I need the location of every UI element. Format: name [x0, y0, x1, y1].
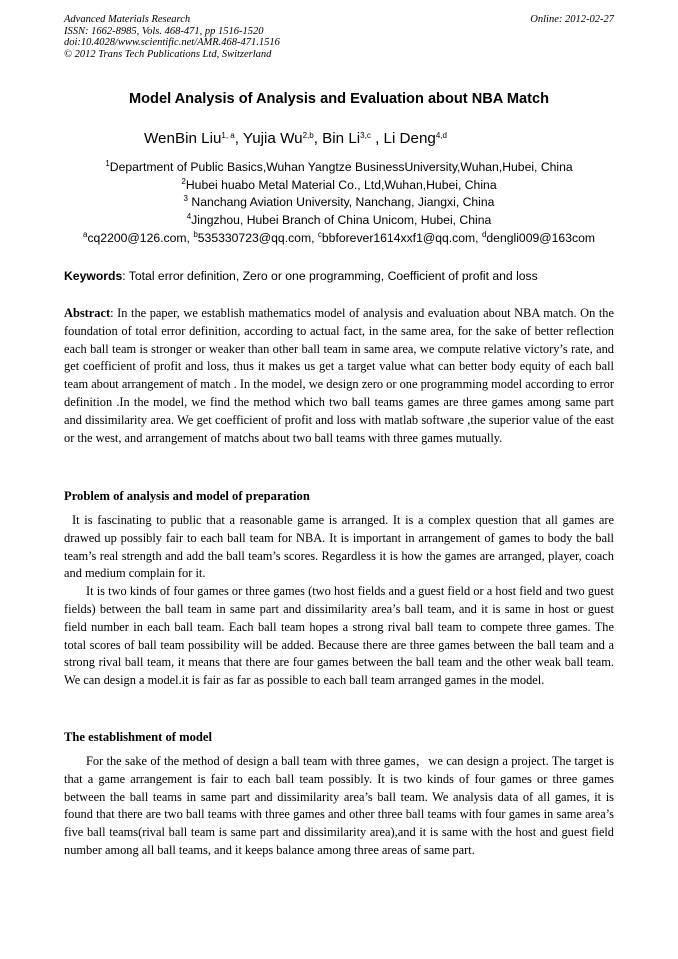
affiliation-text: Hubei huabo Metal Material Co., Ltd,Wuhan,Hubei, China — [185, 178, 497, 192]
author-name: WenBin Liu — [144, 130, 222, 147]
section-heading: Problem of analysis and model of preparation — [64, 489, 310, 503]
email-address: bbforever1614xxf1@qq.com, — [321, 231, 482, 245]
abstract-label: Abstract — [64, 306, 111, 320]
affiliation — [0, 178, 678, 192]
affiliation-text: Department of Public Basics,Wuhan Yangtze BusinessUniversity,Wuhan,Hubei, China — [109, 160, 573, 174]
paragraph: For the sake of the method of design a ball team with three games，we can design a project. The target is that a game arrangement is fair to each ball team possibly. It is two kinds of four games or three games between the ball teams in same part and dissimilarity area’s ball team. We analysis data of all games, it is found that there are two ball teams with three games and other three ball teams with four games in same area’s five ball teams(rival ball team is same part and dissimilarity area),and it is same with the host and guest field number among all ball teams, and it keeps balance among three areas of same part. — [64, 754, 614, 857]
keywords-label: Keywords — [64, 269, 123, 283]
affiliation — [0, 213, 678, 227]
issn-line: ISSN: 1662-8985, Vols. 468-471, pp 1516-1520 — [64, 25, 264, 37]
author-list — [144, 130, 447, 147]
email-address: dengli009@163com — [486, 231, 595, 245]
keywords — [64, 269, 538, 283]
email-address: 535330723@qq.com, — [197, 231, 318, 245]
online-date: Online: 2012-02-27 — [530, 14, 614, 25]
author-sup: 1, a — [221, 131, 235, 140]
keywords-text: : Total error definition, Zero or one programming, Coefficient of profit and loss — [122, 269, 538, 283]
affiliation-sup: 3 — [183, 194, 188, 203]
author-name: Yujia Wu — [242, 130, 303, 147]
email-address: cq2200@126.com, — [87, 231, 194, 245]
section-heading: The establishment of model — [64, 730, 212, 744]
affiliation-sup: 1 — [105, 159, 110, 168]
author-sup: 4,d — [435, 131, 447, 140]
paragraph: It is fascinating to public that a reasonable game is arranged. It is a complex question that all games are drawed up possibly fair to each ball team for NBA. It is important in arrangement of games to body the ball team’s real strength and add the ball team’s scores. Regardless it is how the games are arranged, player, coach and medium complain for it. — [64, 513, 614, 581]
journal-header — [64, 14, 280, 60]
doi-line: doi:10.4028/www.scientific.net/AMR.468-471.1516 — [64, 37, 280, 48]
affiliation-sup: 2 — [181, 177, 186, 186]
affiliation-sup: 4 — [186, 212, 192, 221]
section-body — [64, 753, 614, 860]
abstract-text: : In the paper, we establish mathematics model of analysis and evaluation about NBA match. On the foundation of total error definition, according to actual fact, in the same area, for the sake of better reflection each ball team is stronger or weaker than other ball team in same area, we compute relative victory’s rate, and get coefficient of profit and loss, thus it makes us get a target value what can better body equity of each ball team about arrangement of match . In the model, we design zero or one programming model according to error definition .In the model, we find the method which two ball teams games are three games among same part and dissimilarity area. We get coefficient of profit and loss with matlab software ,the superior value of the east or the west, and arrangement of matchs about two ball teams with three games mutually. — [64, 306, 614, 445]
author-sup: 3,c — [360, 131, 371, 140]
copyright-line: © 2012 Trans Tech Publications Ltd, Switzerland — [64, 48, 272, 60]
email-sup: d — [481, 230, 487, 239]
journal-name: Advanced Materials Research — [64, 14, 191, 25]
paragraph: It is two kinds of four games or three games (two host fields and a guest field or a host field and two guest fields) between the ball team in same part and dissimilarity area’s ball team, and it is same in host or guest field number in each ball team. Each ball team hopes a strong rival ball team to compete three games. The total scores of ball team possibility will be added. Because there are three games between the ball team and a strong rival ball team, it means that there are four games between the ball team and the other weak ball team. We can design a model.it is fair as far as possible to each ball team arranged games in the model. — [64, 584, 614, 688]
affiliation-text: Nanchang Aviation University, Nanchang, Jiangxi, China — [188, 195, 495, 209]
email-sup: a — [82, 230, 88, 239]
email-sup: c — [317, 230, 322, 239]
affiliation — [0, 160, 678, 174]
author-sep: , — [234, 130, 243, 147]
abstract — [64, 305, 614, 447]
author-name: Bin Li — [322, 130, 361, 147]
affiliation — [0, 195, 678, 209]
section-body — [64, 512, 614, 690]
email-sup: b — [193, 230, 198, 239]
author-sup: 2,b — [302, 131, 314, 140]
email-line — [0, 231, 678, 245]
affiliation-text: Jingzhou, Hubei Branch of China Unicom, Hubei, China — [191, 213, 492, 227]
author-sep: , — [370, 130, 384, 147]
author-sep: , — [313, 130, 323, 147]
author-name: Li Deng — [383, 130, 436, 147]
paper-title: Model Analysis of Analysis and Evaluation about NBA Match — [128, 91, 550, 107]
